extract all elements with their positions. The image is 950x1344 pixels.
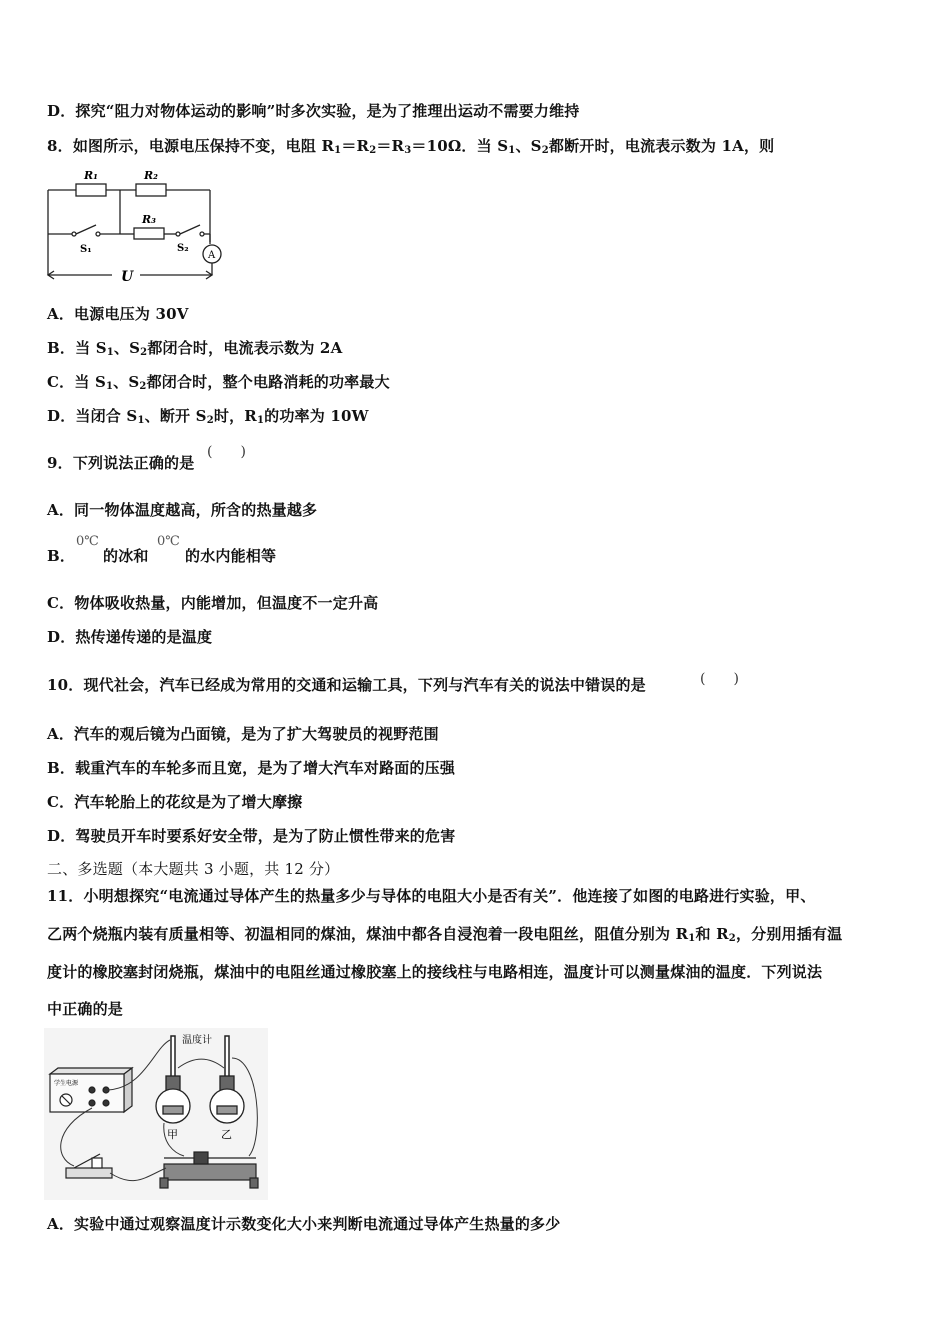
q9-option-b-unit-1: 0℃ — [76, 534, 99, 549]
q9-option-a: A．同一物体温度越高，所含的热量越多 — [47, 501, 318, 519]
q8-option-b: B．当 $S_1$、$S_2$都闭合时，电流表示数为 2A — [47, 339, 343, 358]
flask-a-label: 甲 — [167, 1128, 178, 1141]
section-2-heading: 二、多选题（本大题共 3 小题，共 12 分） — [47, 860, 340, 878]
q10-option-a: A．汽车的观后镜为凸面镜，是为了扩大驾驶员的视野范围 — [47, 725, 439, 743]
q10-answer-paren: ( ) — [700, 671, 739, 687]
q9-option-b: B． — [47, 547, 76, 565]
thermometer-label: 温度计 — [182, 1035, 212, 1046]
q10-option-d: D．驾驶员开车时要系好安全带，是为了防止惯性带来的危害 — [47, 827, 456, 845]
q8-s2-label: S₂ — [177, 243, 189, 254]
power-supply — [50, 1068, 132, 1112]
q8-circuit-diagram — [40, 162, 240, 290]
q11-stem-line-4: 中正确的是 — [47, 1000, 124, 1018]
q11-stem-line-1: 11．小明想探究“电流通过导体产生的热量多少与导体的电阻大小是否有关”．他连接了如图的电路进行实验，甲、 — [47, 887, 816, 905]
q9-option-d: D．热传递传递的是温度 — [47, 628, 213, 646]
q9-option-b-end: 的水内能相等 — [185, 547, 277, 565]
q10-stem: 10．现代社会，汽车已经成为常用的交通和运输工具，下列与汽车有关的说法中错误的是 — [47, 676, 646, 694]
q9-option-b-unit-2: 0℃ — [157, 534, 180, 549]
q8-voltage-label: U — [121, 269, 134, 285]
q11-stem-line-2: 乙两个烧瓶内装有质量相等、初温相同的煤油，煤油中都各自浸泡着一段电阻丝，阻值分别为 $R_1$和 $R_2$，分别用插有温 — [47, 925, 843, 944]
power-supply-label: 学生电源 — [54, 1080, 79, 1087]
q8-r2-label: R₂ — [144, 169, 158, 182]
q9-option-c: C．物体吸收热量，内能增加，但温度不一定升高 — [47, 594, 379, 612]
q9-answer-paren: ( ) — [207, 444, 246, 460]
q9-stem: 9．下列说法正确的是 — [47, 454, 195, 472]
q8-ammeter-label: A — [208, 250, 216, 261]
q8-r3-label: R₃ — [142, 213, 156, 226]
q11-stem-line-3: 度计的橡胶塞封闭烧瓶，煤油中的电阻丝通过橡胶塞上的接线柱与电路相连，温度计可以测量煤油的温度．下列说法 — [47, 963, 823, 981]
q9-option-b-mid: 的冰和 — [103, 547, 149, 565]
flask-b-label: 乙 — [221, 1128, 232, 1141]
q10-option-c: C．汽车轮胎上的花纹是为了增大摩擦 — [47, 793, 303, 811]
q10-option-b: B．载重汽车的车轮多而且宽，是为了增大汽车对路面的压强 — [47, 759, 456, 777]
q8-option-d: D．当闭合 $S_1$、断开 $S_2$时，$R_1$的功率为 10W — [47, 407, 369, 426]
q11-experiment-figure — [44, 1028, 268, 1200]
q11-option-a: A．实验中通过观察温度计示数变化大小来判断电流通过导体产生热量的多少 — [47, 1215, 561, 1233]
q7-option-d: D．探究“阻力对物体运动的影响”时多次实验，是为了推理出运动不需要力维持 — [47, 102, 580, 120]
q8-option-c: C．当 $S_1$、$S_2$都闭合时，整个电路消耗的功率最大 — [47, 373, 390, 392]
q8-s1-label: S₁ — [80, 244, 92, 255]
q8-r1-label: R₁ — [84, 169, 98, 182]
q8-stem: 8．如图所示，电源电压保持不变，电阻 $R_1=R_2=R_3=10\Omega$．当 $S_1$、$S_2$都断开时，电流表示数为 1A，则 — [47, 137, 775, 156]
q8-option-a: A．电源电压为 30V — [47, 305, 189, 323]
